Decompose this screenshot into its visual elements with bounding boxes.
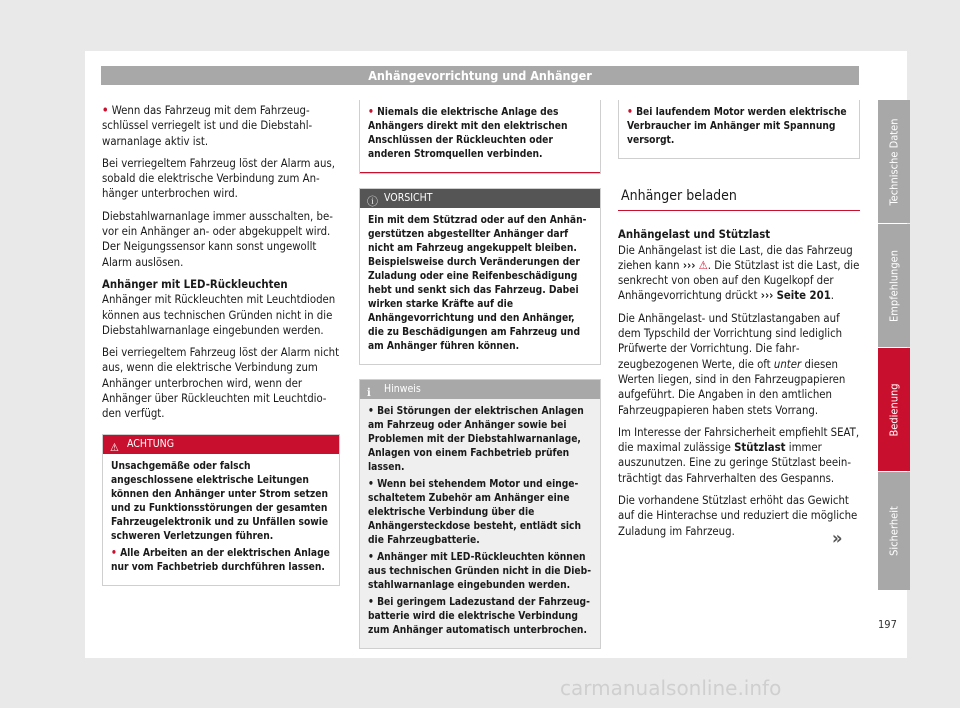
note-bullet: • Bei laufendem Motor werden elektrische Verbraucher im Anhänger mit Spannung versorgt. (627, 107, 847, 146)
paragraph: Die Anhängelast- und Stützlastangaben auf dem Typschild der Vorrichtung sind lediglich Prüfwerte der Vorrichtung. Die fahrzeugbezogenen Werte, die oft unter diesen Werten liegen, sind in den Fahrzeugpapieren aufgeführt. Die Angaben in den amtlichen Fahrzeugpapieren haben stets Vorrang. (618, 311, 846, 417)
section-rule (618, 210, 860, 211)
page-reference-link[interactable]: Seite 201 (776, 289, 831, 303)
paragraph: Die Anhängelast ist die Last, die das Fahrzeug ziehen kann ››› ⚠. Die Stützlast ist die Last, die senkrecht von oben auf den Kugelkopf der Anhängevorrichtung drückt ››› Seite 201. (618, 243, 860, 303)
hinweis-bullet: • Bei geringem Ladezustand der Fahrzeugbatterie wird die elektrische Verbindung zum Anhänger automatisch unterbrochen. (368, 597, 590, 636)
continued-note-box (618, 100, 860, 159)
hinweis-bullet: • Anhänger mit LED-Rückleuchten können aus technischen Gründen nicht in die Diebstahlwarnanlage eingebunden werden. (368, 552, 592, 591)
paragraph: • Wenn das Fahrzeug mit dem Fahrzeugschlüssel verriegelt ist und die Diebstahlwarnanlage aktiv ist. (102, 104, 313, 148)
subheading: Anhängelast und Stützlast (618, 228, 771, 242)
hinweis-bullet: • Wenn bei stehendem Motor und eingeschaltetem Zubehör am Anhänger eine elektrische Verbindung über die Anhängersteckdose besteht, entlädt sich die Fahrzeugbatterie. (368, 479, 582, 546)
cross-reference-arrows-icon[interactable]: ››› (760, 289, 774, 303)
caution-icon: ⓘ (367, 195, 378, 208)
paragraph: Im Interesse der Fahrsicherheit empfiehlt SEAT, die maximal zulässige Stützlast immer auszunutzen. Eine zu geringe Stützlast beeinträchtigt das Fahrverhalten des Gespanns. (618, 425, 860, 485)
vorsicht-text: Ein mit dem Stützrad oder auf den Anhängerstützen abgestellter Anhänger darf nicht am Fahrzeug angekuppelt bleiben. Beispielsweise durch Veränderungen der Zuladung oder eine Reifenbeschädigung hebt und senkt sich das Fahrzeug. Dabei wirken starke Kräfte auf die Anhängevorrichtung und den Anhänger, die zu Beschädigungen am Fahrzeug und am Anhänger führen können. (368, 215, 587, 352)
cross-reference-arrows-icon[interactable]: ››› (682, 258, 696, 272)
tab-sicherheit[interactable]: Sicherheit (878, 472, 910, 590)
divider (360, 172, 600, 173)
info-icon: ℹ (367, 386, 371, 399)
tab-technische-daten[interactable]: Technische Daten (878, 100, 910, 223)
hinweis-box (359, 379, 601, 649)
continue-arrow-icon: » (832, 528, 843, 549)
hinweis-bullet: • Bei Störungen der elektrischen Anlagen am Fahrzeug oder Anhänger sowie bei Problemen mit der Diebstahlwarnanlage, Anlagen von einem Fachbetrieb prüfen lassen. (368, 406, 584, 473)
achtung-header: ⚠ ACHTUNG (103, 435, 339, 454)
subheading: Anhänger mit LED-Rückleuchten (102, 277, 288, 291)
continued-warning-box (359, 100, 601, 174)
section-title: Anhänger beladen (621, 188, 737, 204)
warning-triangle-icon[interactable]: ⚠ (698, 258, 708, 272)
vorsicht-header: ⓘ VORSICHT (360, 189, 600, 208)
tab-empfehlungen[interactable]: Empfehlungen (878, 224, 910, 347)
paragraph: Diebstahlwarnanlage immer ausschalten, bevor ein Anhänger an- oder abgekuppelt wird. Der Neigungssensor kann sonst ungewollt Alarm auslösen. (102, 209, 333, 269)
paragraph: Die vorhandene Stützlast erhöht das Gewicht auf die Hinterachse und reduziert die mögliche Zuladung im Fahrzeug. (618, 494, 858, 538)
warning-icon: ⚠ (110, 440, 119, 454)
watermark: carmanualsonline.info (560, 676, 782, 700)
column-2 (359, 100, 601, 649)
paragraph: Anhänger mit Rückleuchten mit Leuchtdioden können aus technischen Gründen nicht in die Diebstahlwarnanlage eingebunden werden. (102, 293, 336, 337)
achtung-box (102, 434, 340, 586)
tab-bedienung[interactable]: Bedienung (878, 348, 910, 471)
achtung-text: Unsachgemäße oder falsch angeschlossene elektrische Leitungen können den Anhänger unter Strom setzen und zu Funktionsstörungen der gesamten Fahrzeugelektronik und zu Unfällen sowie schweren Verletzungen führen. (111, 460, 329, 542)
hinweis-header: ℹ Hinweis (360, 380, 600, 399)
page-header: Anhängevorrichtung und Anhänger (101, 66, 859, 85)
warning-bullet: • Niemals die elektrische Anlage des Anhängers direkt mit den elektrischen Anschlüssen der Rückleuchten oder anderen Stromquellen verbinden. (368, 107, 568, 160)
vorsicht-box (359, 188, 601, 365)
bullet-icon: • (102, 104, 109, 117)
page-number: 197 (878, 618, 897, 631)
achtung-bullet: • Alle Arbeiten an der elektrischen Anlage nur vom Fachbetrieb durchführen lassen. (111, 547, 330, 573)
column-1 (102, 103, 340, 586)
paragraph: Bei verriegeltem Fahrzeug löst der Alarm nicht aus, wenn die elektrische Verbindung zum Anhänger unterbrochen wird, wenn der Anhänger über Rückleuchten mit Leuchtdioden verfügt. (102, 346, 340, 421)
paragraph: Bei verriegeltem Fahrzeug löst der Alarm aus, sobald die elektrische Verbindung zum Anhänger unterbrochen wird. (102, 156, 336, 201)
column-3 (618, 100, 860, 546)
